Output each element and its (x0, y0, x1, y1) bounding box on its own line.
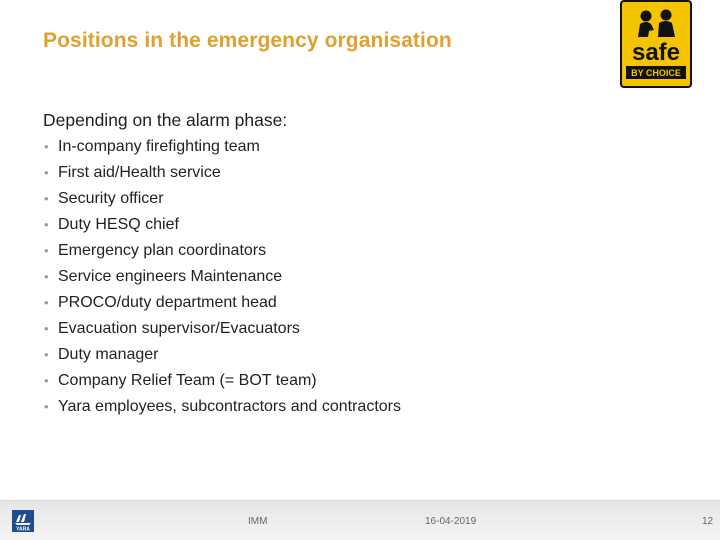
list-item (44, 345, 401, 371)
list-item (44, 397, 401, 423)
list-item-text: Security officer (58, 190, 164, 207)
list-item-text: Evacuation supervisor/Evacuators (58, 320, 300, 337)
list-item-text: Yara employees, subcontractors and contractors (58, 398, 401, 415)
list-item (44, 137, 401, 163)
list-item-text: PROCO/duty department head (58, 294, 277, 311)
bullet-dot: • (44, 139, 49, 154)
bullet-dot: • (44, 243, 49, 258)
list-item (44, 189, 401, 215)
list-item (44, 241, 401, 267)
logo-figure-right-head (661, 10, 672, 21)
list-item-text: Service engineers Maintenance (58, 268, 283, 285)
list-item (44, 371, 401, 397)
page-number: 12 (702, 516, 714, 527)
list-item (44, 215, 401, 241)
logo-tagline: BY CHOICE (631, 68, 681, 78)
logo-word: safe (631, 39, 681, 66)
bullet-list (44, 137, 401, 423)
list-item-text: Duty manager (58, 346, 159, 363)
bullet-dot: • (44, 217, 49, 232)
list-item-text: First aid/Health service (58, 164, 221, 181)
safe-by-choice-logo (620, 0, 692, 88)
bullet-dot: • (44, 373, 49, 388)
bullet-dot: • (44, 295, 49, 310)
list-item (44, 267, 401, 293)
yara-logo (12, 510, 34, 532)
bullet-dot: • (44, 165, 49, 180)
bullet-dot: • (44, 191, 49, 206)
bullet-dot: • (44, 321, 49, 336)
list-item (44, 319, 401, 345)
list-item-text: Duty HESQ chief (58, 216, 179, 233)
footer-date: 16-04-2019 (425, 516, 477, 527)
list-item (44, 163, 401, 189)
yara-brand-text: YARA (16, 526, 30, 532)
slide-title: Positions in the emergency organisation (43, 29, 452, 52)
logo-figure-left-head (641, 11, 652, 22)
bullet-dot: • (44, 399, 49, 414)
footer-label: IMM (248, 516, 268, 527)
list-item (44, 293, 401, 319)
bullet-dot: • (44, 269, 49, 284)
list-item-text: Company Relief Team (= BOT team) (58, 372, 317, 389)
list-item-text: In-company firefighting team (58, 138, 260, 155)
list-item-text: Emergency plan coordinators (58, 242, 267, 259)
bullet-dot: • (44, 347, 49, 362)
intro-text: Depending on the alarm phase: (43, 110, 288, 130)
footer-bar (0, 500, 720, 540)
